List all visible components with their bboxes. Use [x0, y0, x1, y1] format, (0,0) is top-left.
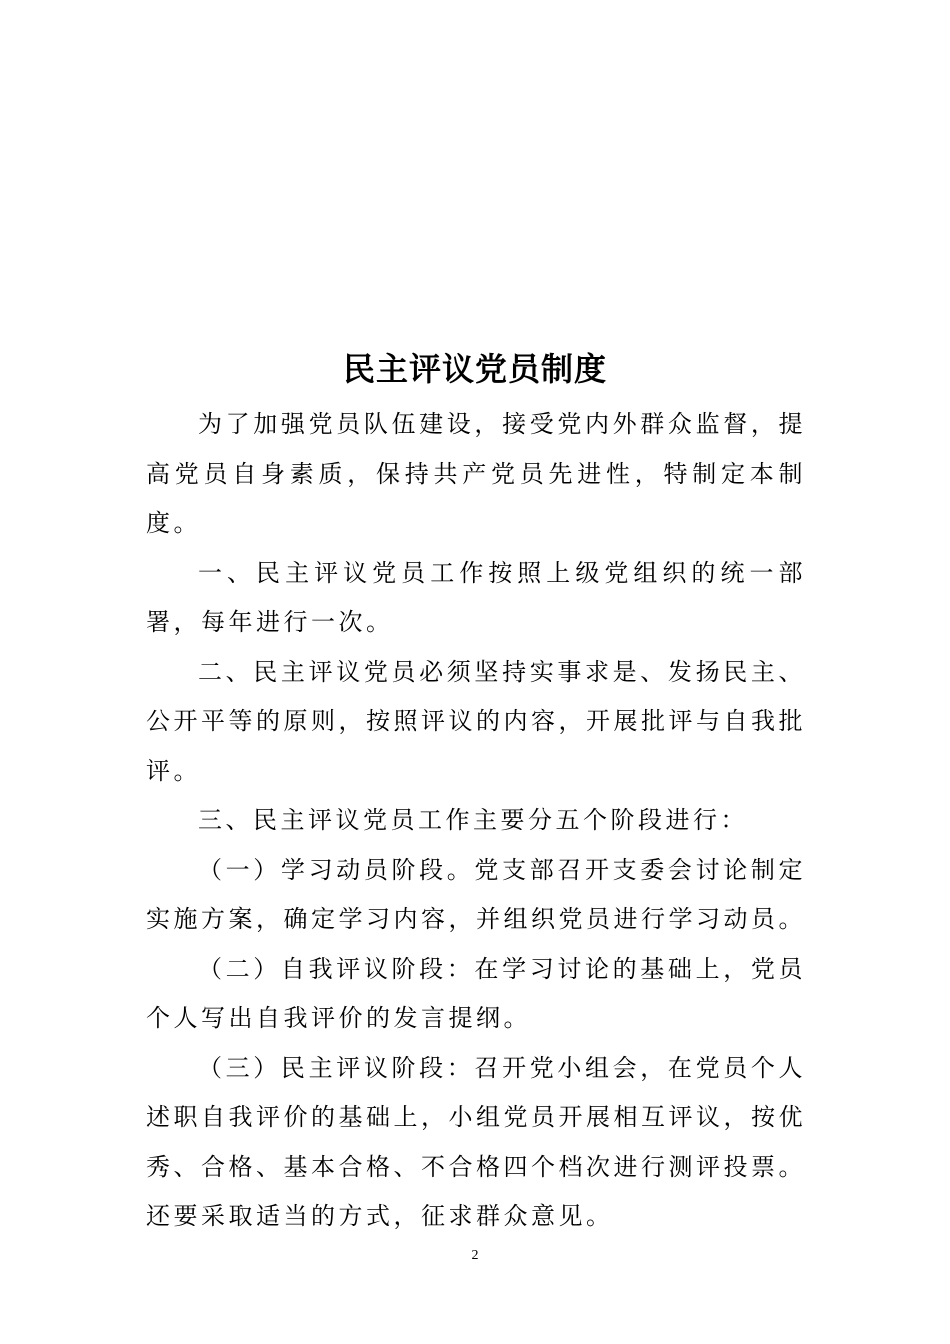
- paragraph-item-2: 二、民主评议党员必须坚持实事求是、发扬民主、公开平等的原则，按照评议的内容，开展批评与自我批评。: [146, 657, 806, 785]
- paragraph-stage-3: （三）民主评议阶段：召开党小组会，在党员个人述职自我评价的基础上，小组党员开展相互评议，按优秀、合格、基本合格、不合格四个档次进行测评投票。还要采取适当的方式，征求群众意见。: [146, 1053, 806, 1230]
- document-body: [146, 400, 806, 1242]
- paragraph-item-1: 一、民主评议党员工作按照上级党组织的统一部署，每年进行一次。: [146, 558, 806, 636]
- document-title: 民主评议党员制度: [342, 350, 607, 389]
- paragraph-intro: 为了加强党员队伍建设，接受党内外群众监督，提高党员自身素质，保持共产党员先进性，特制定本制度。: [146, 410, 806, 537]
- paragraph-item-3: 三、民主评议党员工作主要分五个阶段进行：: [198, 806, 748, 834]
- page-number: 2: [471, 1248, 479, 1263]
- paragraph-stage-1: （一）学习动员阶段。党支部召开支委会讨论制定实施方案，确定学习内容，并组织党员进行学习动员。: [146, 855, 806, 933]
- paragraph-stage-2: （二）自我评议阶段：在学习讨论的基础上，党员个人写出自我评价的发言提纲。: [146, 954, 806, 1032]
